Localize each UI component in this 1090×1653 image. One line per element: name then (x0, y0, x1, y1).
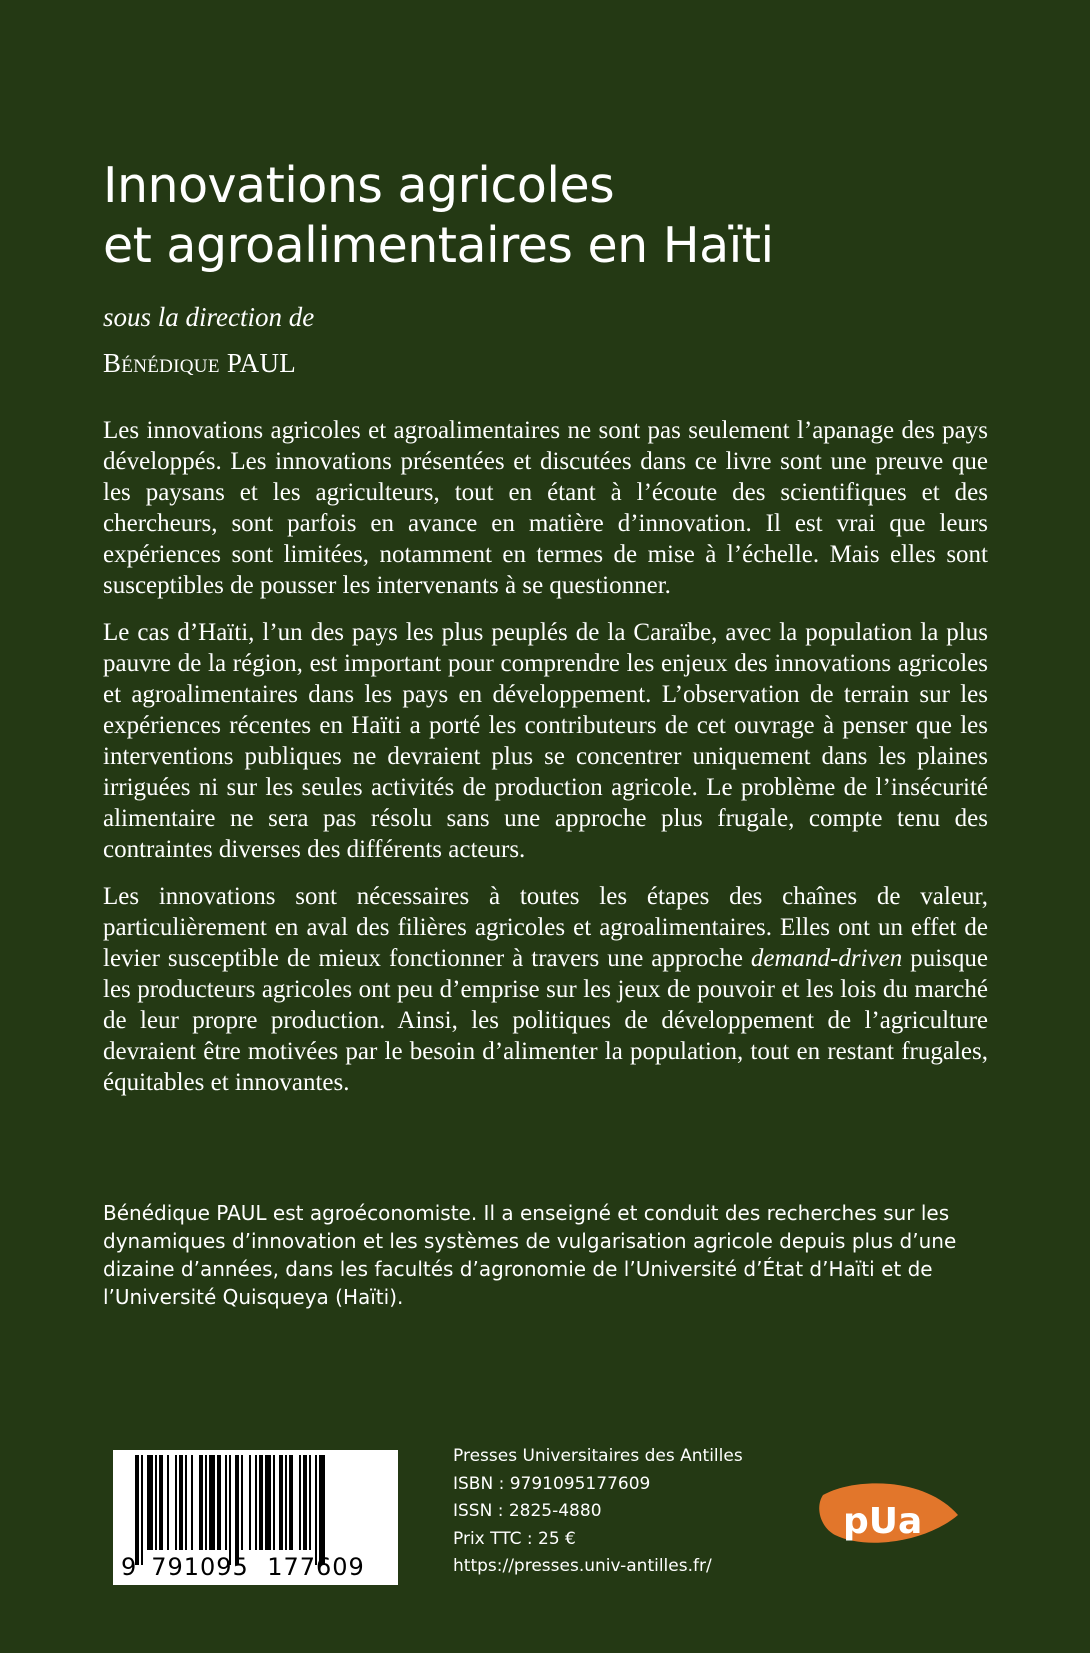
title-line-1: Innovations agricoles (103, 157, 615, 214)
barcode-bar (185, 1455, 187, 1550)
barcode-bar (229, 1455, 231, 1565)
barcode-bar (175, 1455, 177, 1550)
summary-paragraph-2: Le cas d’Haïti, l’un des pays les plus peuplés de la Caraïbe, avec la population la plus pauvre de la région, est important pour comprendre les enjeux des innovations agricoles et agroalimentaires dans les pays en développement. L’observation de terrain sur les expériences récentes en Haïti a porté les contributeurs de cet ouvrage à penser que les interventions publiques ne devraient plus se concentrer uniquement dans les plaines irriguées ni sur les seules activités de production agricole. Le problème de l’insécurité alimentaire ne sera pas résolu sans une approche plus frugale, compte tenu des contraintes diverses des différents acteurs. (103, 619, 988, 863)
publisher-issn: ISSN : 2825-4880 (453, 1501, 602, 1521)
publisher-info (453, 1443, 743, 1581)
barcode-bar (255, 1455, 257, 1550)
barcode-bar (135, 1455, 139, 1565)
title-line-2: et agroalimentaires en Haïti (103, 217, 774, 274)
barcode-bar (147, 1455, 153, 1550)
barcode-bar (159, 1455, 163, 1550)
publisher-price: Prix TTC : 25 € (453, 1528, 576, 1549)
barcode-bar (155, 1455, 157, 1550)
publisher-name: Presses Universitaires des Antilles (453, 1446, 743, 1466)
barcode-bar (199, 1455, 203, 1550)
barcode-group-1: 791095 (151, 1553, 249, 1581)
publisher-url[interactable]: https://presses.univ-antilles.fr/ (453, 1556, 712, 1576)
barcode-bar (249, 1455, 251, 1550)
barcode-bar (235, 1455, 239, 1565)
publisher-isbn: ISBN : 9791095177609 (453, 1473, 651, 1494)
barcode-bar (273, 1455, 275, 1550)
editor-first-name: Bénédique (103, 348, 220, 378)
barcode-bar (259, 1455, 263, 1550)
barcode-digit-first: 9 (121, 1553, 137, 1581)
summary (103, 415, 988, 1114)
direction-label: sous la direction de (103, 302, 315, 332)
barcode-bar (265, 1455, 271, 1550)
logo-text: pUa (843, 1501, 923, 1542)
summary-paragraph-3 (103, 881, 988, 1098)
pua-logo (815, 1475, 960, 1550)
barcode-bar (309, 1455, 311, 1550)
barcode-bar (303, 1455, 307, 1550)
summary-paragraph-1: Les innovations agricoles et agroalimentaires ne sont pas seulement l’apanage des pays développés. Les innovations présentées et discutées dans ce livre sont une preuve que les paysans et les agriculteurs, tout en étant à l’écoute des scientifiques et des chercheurs, sont parfois en avance en matière d’innovation. Il est vrai que leurs expériences sont limitées, notamment en termes de mise à l’échelle. Mais elles sont susceptibles de pousser les intervenants à se questionner. (103, 417, 988, 599)
barcode-bar (225, 1455, 227, 1550)
editor-name (103, 348, 296, 379)
barcode-bar (289, 1455, 293, 1550)
barcode-bar (241, 1455, 243, 1550)
barcode-bar (299, 1455, 301, 1550)
author-bio: Bénédique PAUL est agroéconomiste. Il a enseigné et conduit des recherches sur les dynamiques d’innovation et les systèmes de vulgarisation agricole depuis plus d’une dizaine d’années, dans les facultés d’agronomie de l’Université d’État d’Haïti et de l’Université Quisqueya (Haïti). (103, 1201, 957, 1309)
barcode-group-2: 177609 (267, 1553, 365, 1581)
editor-last-name: PAUL (226, 348, 297, 378)
barcode-bar (205, 1455, 207, 1550)
barcode-bar (141, 1455, 143, 1565)
summary-p3-end: puisque les producteurs agricoles ont peu d’emprise sur les jeux de pouvoir et les lois du marché de leur propre production. Ainsi, les politiques de développement de l’agriculture devraient être motivées par le besoin d’alimenter la population, tout en restant frugales, équitables et innovantes. (103, 945, 988, 1096)
summary-p3-start: Les innovations sont nécessaires à toutes les étapes des chaînes de valeur, particulièrement en aval des filières agricoles et agroalimentaires. Elles ont un effet de levier susceptible de mieux fonctionner à travers une approche (103, 883, 988, 972)
book-title (103, 156, 1003, 276)
barcode-bar (319, 1455, 325, 1565)
summary-p3-italic: demand-driven (750, 945, 903, 972)
barcode-bar (191, 1455, 193, 1550)
barcode-bar (179, 1455, 183, 1550)
barcode-bar (315, 1455, 317, 1565)
isbn-barcode (113, 1450, 398, 1585)
barcode-bar (285, 1455, 287, 1550)
barcode-bar (217, 1455, 221, 1550)
barcode-bar (279, 1455, 283, 1550)
barcode-bar (167, 1455, 169, 1550)
barcode-bar (209, 1455, 215, 1550)
